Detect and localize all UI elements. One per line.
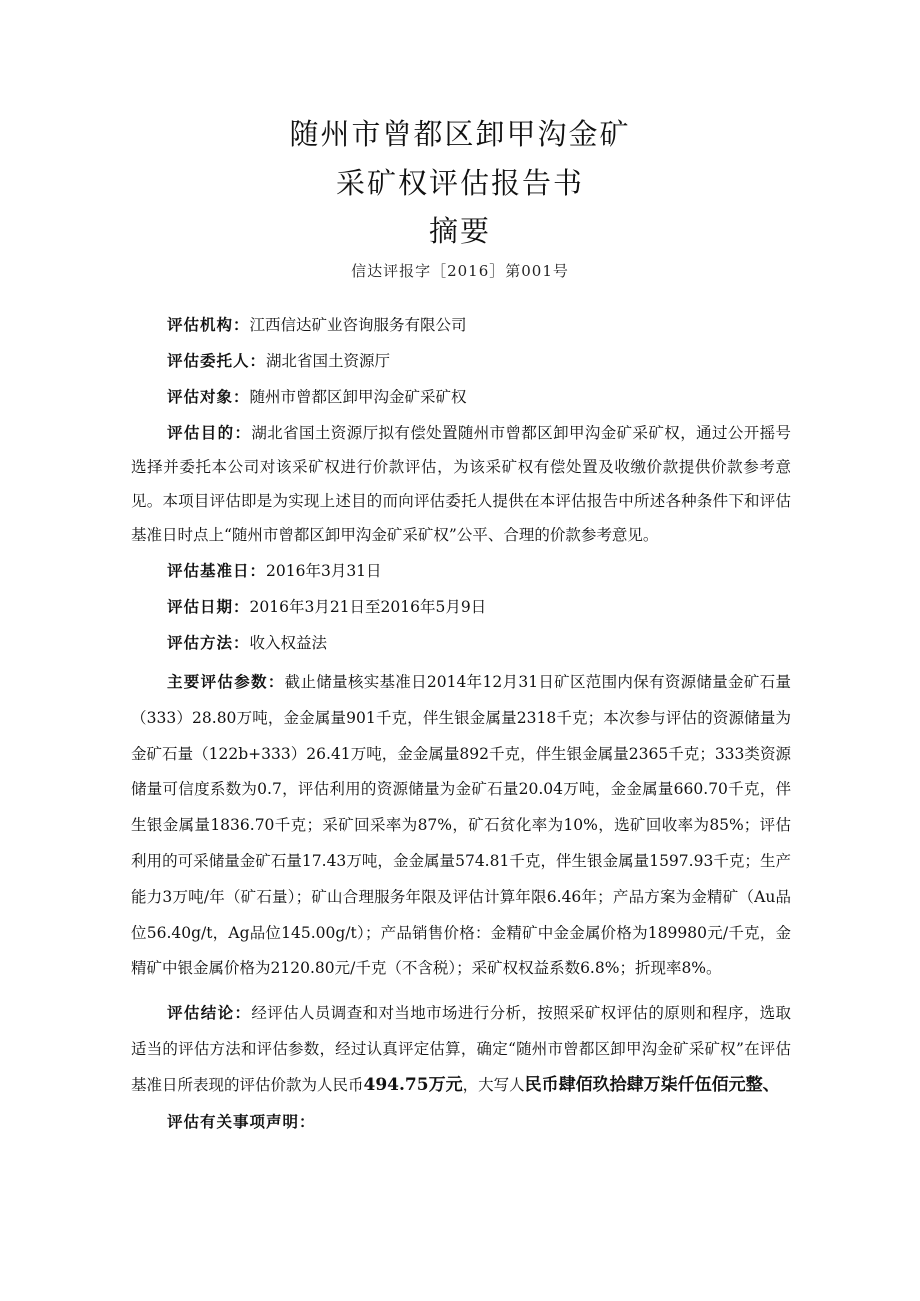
abstract-body <box>131 308 791 1141</box>
field-purpose <box>131 416 791 552</box>
period-label: 评估日期： <box>167 597 250 616</box>
field-client <box>131 344 791 378</box>
conclusion-mid: ，大写人 <box>462 1076 525 1095</box>
params-value: 截止储量核实基准日2014年12月31日矿区范围内保有资源储量金矿石量（333）28.80万吨，金金属量901千克，伴生银金属量2318千克；本次参与评估的资源储量为金矿石量（122b+333）26.41万吨，金金属量892千克，伴生银金属量2365千克；333类资源储量可信度系数为0.7，评估利用的资源储量为金矿石量20.04万吨，金金属量660.70千克，伴生银金属量1836.70千克；采矿回采率为87%，矿石贫化率为10%，选矿回收率为85%；评估利用的可采储量金矿石量17.43万吨，金金属量574.81千克，伴生银金属量1597.93千克；生产能力3万吨/年（矿石量）；矿山合理服务年限及评估计算年限6.46年；产品方案为金精矿（Au品位56.40g/t，Ag品位145.00g/t）；产品销售价格：金精矿中金金属价格为189980元/千克，金精矿中银金属价格为2120.80元/千克（不含税）；采矿权权益系数6.8%；折现率8%。 <box>131 673 791 978</box>
conclusion-value: 经评估人员调查和对当地市场进行分析，按照采矿权评估的原则和程序，选取适当的评估方法和评估参数，经过认真评定估算，确定“随州市曾都区卸甲沟金矿采矿权”在评估基准日所表现的评估价款为人民币 <box>131 1004 791 1095</box>
method-label: 评估方法： <box>167 633 250 652</box>
conclusion-amount: 494.75万元 <box>363 1075 463 1096</box>
conclusion-label: 评估结论： <box>167 1003 252 1023</box>
base-date-value: 2016年3月31日 <box>266 562 382 580</box>
params-label: 主要评估参数： <box>167 672 285 691</box>
report-title-line2: 采矿权评估报告书 <box>335 166 584 200</box>
period-value: 2016年3月21日至2016年5月9日 <box>249 598 487 616</box>
report-title-abstract: 摘要 <box>428 214 491 248</box>
object-value: 随州市曾都区卸甲沟金矿采矿权 <box>249 388 467 406</box>
report-title-line1: 随州市曾都区卸甲沟金矿 <box>289 117 631 151</box>
object-label: 评估对象： <box>167 387 250 406</box>
purpose-value: 湖北省国土资源厅拟有偿处置随州市曾都区卸甲沟金矿采矿权，通过公开摇号选择并委托本公司对该采矿权进行价款评估，为该采矿权有偿处置及收缴价款提供价款参考意见。本项目评估即是为实现上述目的而向评估委托人提供在本评估报告中所述各种条件下和评估基准日时点上“随州市曾都区卸甲沟金矿采矿权”公平、合理的价款参考意见。 <box>131 424 791 544</box>
org-label: 评估机构： <box>167 315 250 334</box>
field-conclusion <box>131 995 791 1103</box>
field-base-date <box>131 554 791 588</box>
conclusion-upper: 民币肆佰玖拾肆万柒仟伍佰元整、 <box>524 1075 780 1096</box>
org-value: 江西信达矿业咨询服务有限公司 <box>249 316 467 334</box>
purpose-label: 评估目的： <box>167 423 252 442</box>
field-org <box>131 308 791 342</box>
field-notice <box>131 1105 791 1139</box>
base-date-label: 评估基准日： <box>167 561 267 580</box>
field-method <box>131 626 791 660</box>
report-number: 信达评报字［2016］第001号 <box>351 262 569 280</box>
notice-label: 评估有关事项声明： <box>167 1112 316 1132</box>
method-value: 收入权益法 <box>249 634 328 652</box>
client-value: 湖北省国土资源厅 <box>266 352 391 370</box>
field-params <box>131 664 791 987</box>
field-period <box>131 590 791 624</box>
field-object <box>131 380 791 414</box>
client-label: 评估委托人： <box>167 351 267 370</box>
